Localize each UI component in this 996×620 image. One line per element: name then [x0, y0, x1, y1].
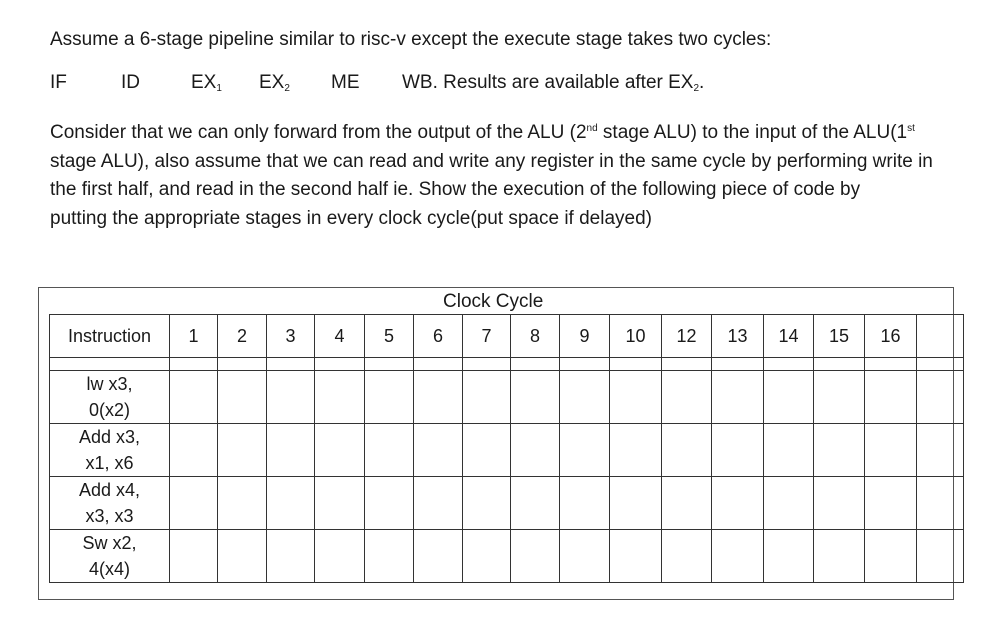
instruction-cell: [50, 371, 170, 424]
intro-line-1: Assume a 6-stage pipeline similar to risc-v except the execute stage takes two cycles:: [50, 29, 772, 50]
stage-cell[interactable]: [511, 424, 560, 477]
instruction-cell: [50, 424, 170, 477]
stage-cell[interactable]: [511, 530, 560, 583]
stage-cell[interactable]: [315, 477, 365, 530]
stage-wb-note: WB. Results are available after $EX_2$.: [402, 72, 705, 94]
stage-me: ME: [331, 72, 360, 93]
stage-cell[interactable]: [218, 371, 267, 424]
stage-cell[interactable]: [365, 424, 414, 477]
paragraph-row-1: Consider that we can only forward from the output of the ALU (2nd stage ALU) to the input of the ALU(1st: [50, 122, 915, 143]
spacer-cell: [50, 358, 170, 371]
spacer-cell: [315, 358, 365, 371]
stage-cell[interactable]: [414, 530, 463, 583]
stage-cell[interactable]: [764, 424, 814, 477]
stage-cell[interactable]: [414, 477, 463, 530]
cycle-header: 16: [865, 315, 917, 358]
cycle-header: 2: [218, 315, 267, 358]
stage-cell[interactable]: [365, 477, 414, 530]
table-row: [50, 530, 964, 583]
stage-cell[interactable]: [218, 424, 267, 477]
instruction-cell: [50, 530, 170, 583]
instruction-line-2: 4(x4): [88, 559, 130, 579]
cycle-header: 1: [170, 315, 218, 358]
stage-ex1: $EX_1$: [191, 72, 222, 94]
spacer-cell: [560, 358, 610, 371]
instruction-line-2: x3, x3: [85, 506, 134, 526]
stage-id: ID: [121, 72, 140, 93]
stage-cell[interactable]: [865, 530, 917, 583]
spacer-cell: [712, 358, 764, 371]
stage-cell[interactable]: [814, 371, 865, 424]
cycle-header: 5: [365, 315, 414, 358]
stage-cell[interactable]: [610, 530, 662, 583]
stage-cell[interactable]: [170, 371, 218, 424]
spacer-row: [50, 358, 964, 371]
instruction-line-1: Sw x2,: [82, 533, 137, 553]
cycle-header: 7: [463, 315, 511, 358]
stage-cell[interactable]: [463, 424, 511, 477]
cycle-header: 6: [414, 315, 463, 358]
spacer-cell: [267, 358, 315, 371]
stage-cell[interactable]: [511, 371, 560, 424]
stage-cell[interactable]: [814, 530, 865, 583]
cycle-header: 13: [712, 315, 764, 358]
stage-cell[interactable]: [560, 371, 610, 424]
paragraph-row-4: putting the appropriate stages in every clock cycle(put space if delayed): [50, 207, 652, 229]
stage-cell[interactable]: [764, 371, 814, 424]
stage-cell[interactable]: [662, 371, 712, 424]
stage-cell[interactable]: [463, 477, 511, 530]
stage-cell[interactable]: [218, 530, 267, 583]
stage-cell[interactable]: [560, 424, 610, 477]
stage-cell[interactable]: [712, 371, 764, 424]
cycle-header: 10: [610, 315, 662, 358]
instruction-header: Instruction: [50, 315, 170, 358]
cycle-header: 9: [560, 315, 610, 358]
stage-cell[interactable]: [267, 371, 315, 424]
stage-cell[interactable]: [712, 530, 764, 583]
spacer-cell: [814, 358, 865, 371]
stage-cell[interactable]: [170, 424, 218, 477]
stage-cell[interactable]: [315, 371, 365, 424]
stage-cell[interactable]: [463, 371, 511, 424]
stage-cell[interactable]: [764, 477, 814, 530]
cycle-header: 12: [662, 315, 712, 358]
instruction-cell: [50, 477, 170, 530]
stage-cell[interactable]: [610, 424, 662, 477]
stage-cell[interactable]: [267, 477, 315, 530]
paragraph-row-3: the first half, and read in the second half ie. Show the execution of the following piece of code by: [50, 179, 861, 200]
instruction-line-1: Add x4,: [78, 480, 141, 500]
stage-cell[interactable]: [917, 477, 964, 530]
stage-cell[interactable]: [463, 530, 511, 583]
stage-cell[interactable]: [917, 424, 964, 477]
spacer-cell: [865, 358, 917, 371]
pipeline-table: [49, 314, 964, 583]
header-row: [50, 315, 964, 358]
instruction-line-2: x1, x6: [85, 453, 134, 473]
spacer-cell: [511, 358, 560, 371]
stage-cell[interactable]: [315, 424, 365, 477]
stage-cell[interactable]: [865, 477, 917, 530]
spacer-cell: [218, 358, 267, 371]
stage-cell[interactable]: [610, 477, 662, 530]
table-row: [50, 424, 964, 477]
stage-cell[interactable]: [865, 424, 917, 477]
stage-cell[interactable]: [365, 371, 414, 424]
spacer-cell: [917, 358, 964, 371]
stage-cell[interactable]: [814, 477, 865, 530]
instruction-line-1: Add x3,: [78, 427, 141, 447]
spacer-cell: [764, 358, 814, 371]
clock-cycle-caption: Clock Cycle: [443, 291, 544, 312]
stage-cell[interactable]: [511, 477, 560, 530]
spacer-cell: [463, 358, 511, 371]
empty-header-cell: [917, 315, 964, 358]
stage-cell[interactable]: [712, 477, 764, 530]
spacer-cell: [365, 358, 414, 371]
cycle-header: 4: [315, 315, 365, 358]
spacer-cell: [610, 358, 662, 371]
stage-cell[interactable]: [764, 530, 814, 583]
stage-cell[interactable]: [365, 530, 414, 583]
cycle-header: 15: [814, 315, 865, 358]
stage-cell[interactable]: [712, 424, 764, 477]
stage-cell[interactable]: [218, 477, 267, 530]
stage-cell[interactable]: [170, 530, 218, 583]
stage-cell[interactable]: [414, 371, 463, 424]
stage-cell[interactable]: [560, 530, 610, 583]
stage-cell[interactable]: [662, 477, 712, 530]
cycle-header: 3: [267, 315, 315, 358]
stage-cell[interactable]: [170, 477, 218, 530]
stage-cell[interactable]: [610, 371, 662, 424]
stage-cell[interactable]: [315, 530, 365, 583]
stage-cell[interactable]: [662, 424, 712, 477]
spacer-cell: [170, 358, 218, 371]
stage-cell[interactable]: [865, 371, 917, 424]
stage-cell[interactable]: [917, 371, 964, 424]
stage-cell[interactable]: [560, 477, 610, 530]
stage-cell[interactable]: [267, 530, 315, 583]
cycle-header: 8: [511, 315, 560, 358]
instructions-paragraph: [50, 115, 980, 233]
cycle-header: 14: [764, 315, 814, 358]
spacer-cell: [414, 358, 463, 371]
stage-cell[interactable]: [814, 424, 865, 477]
paragraph-row-2: stage ALU), also assume that we can read and write any register in the same cycle by performing write in: [50, 150, 933, 172]
stage-ex2: $EX_2$: [259, 72, 290, 94]
table-row: [50, 477, 964, 530]
spacer-cell: [662, 358, 712, 371]
stage-if: IF: [50, 72, 67, 93]
stage-cell[interactable]: [662, 530, 712, 583]
stage-cell[interactable]: [267, 424, 315, 477]
instruction-line-1: lw x3,: [86, 374, 133, 394]
stage-cell[interactable]: [917, 530, 964, 583]
table-row: [50, 371, 964, 424]
stage-cell[interactable]: [414, 424, 463, 477]
instruction-line-2: 0(x2): [88, 400, 130, 420]
